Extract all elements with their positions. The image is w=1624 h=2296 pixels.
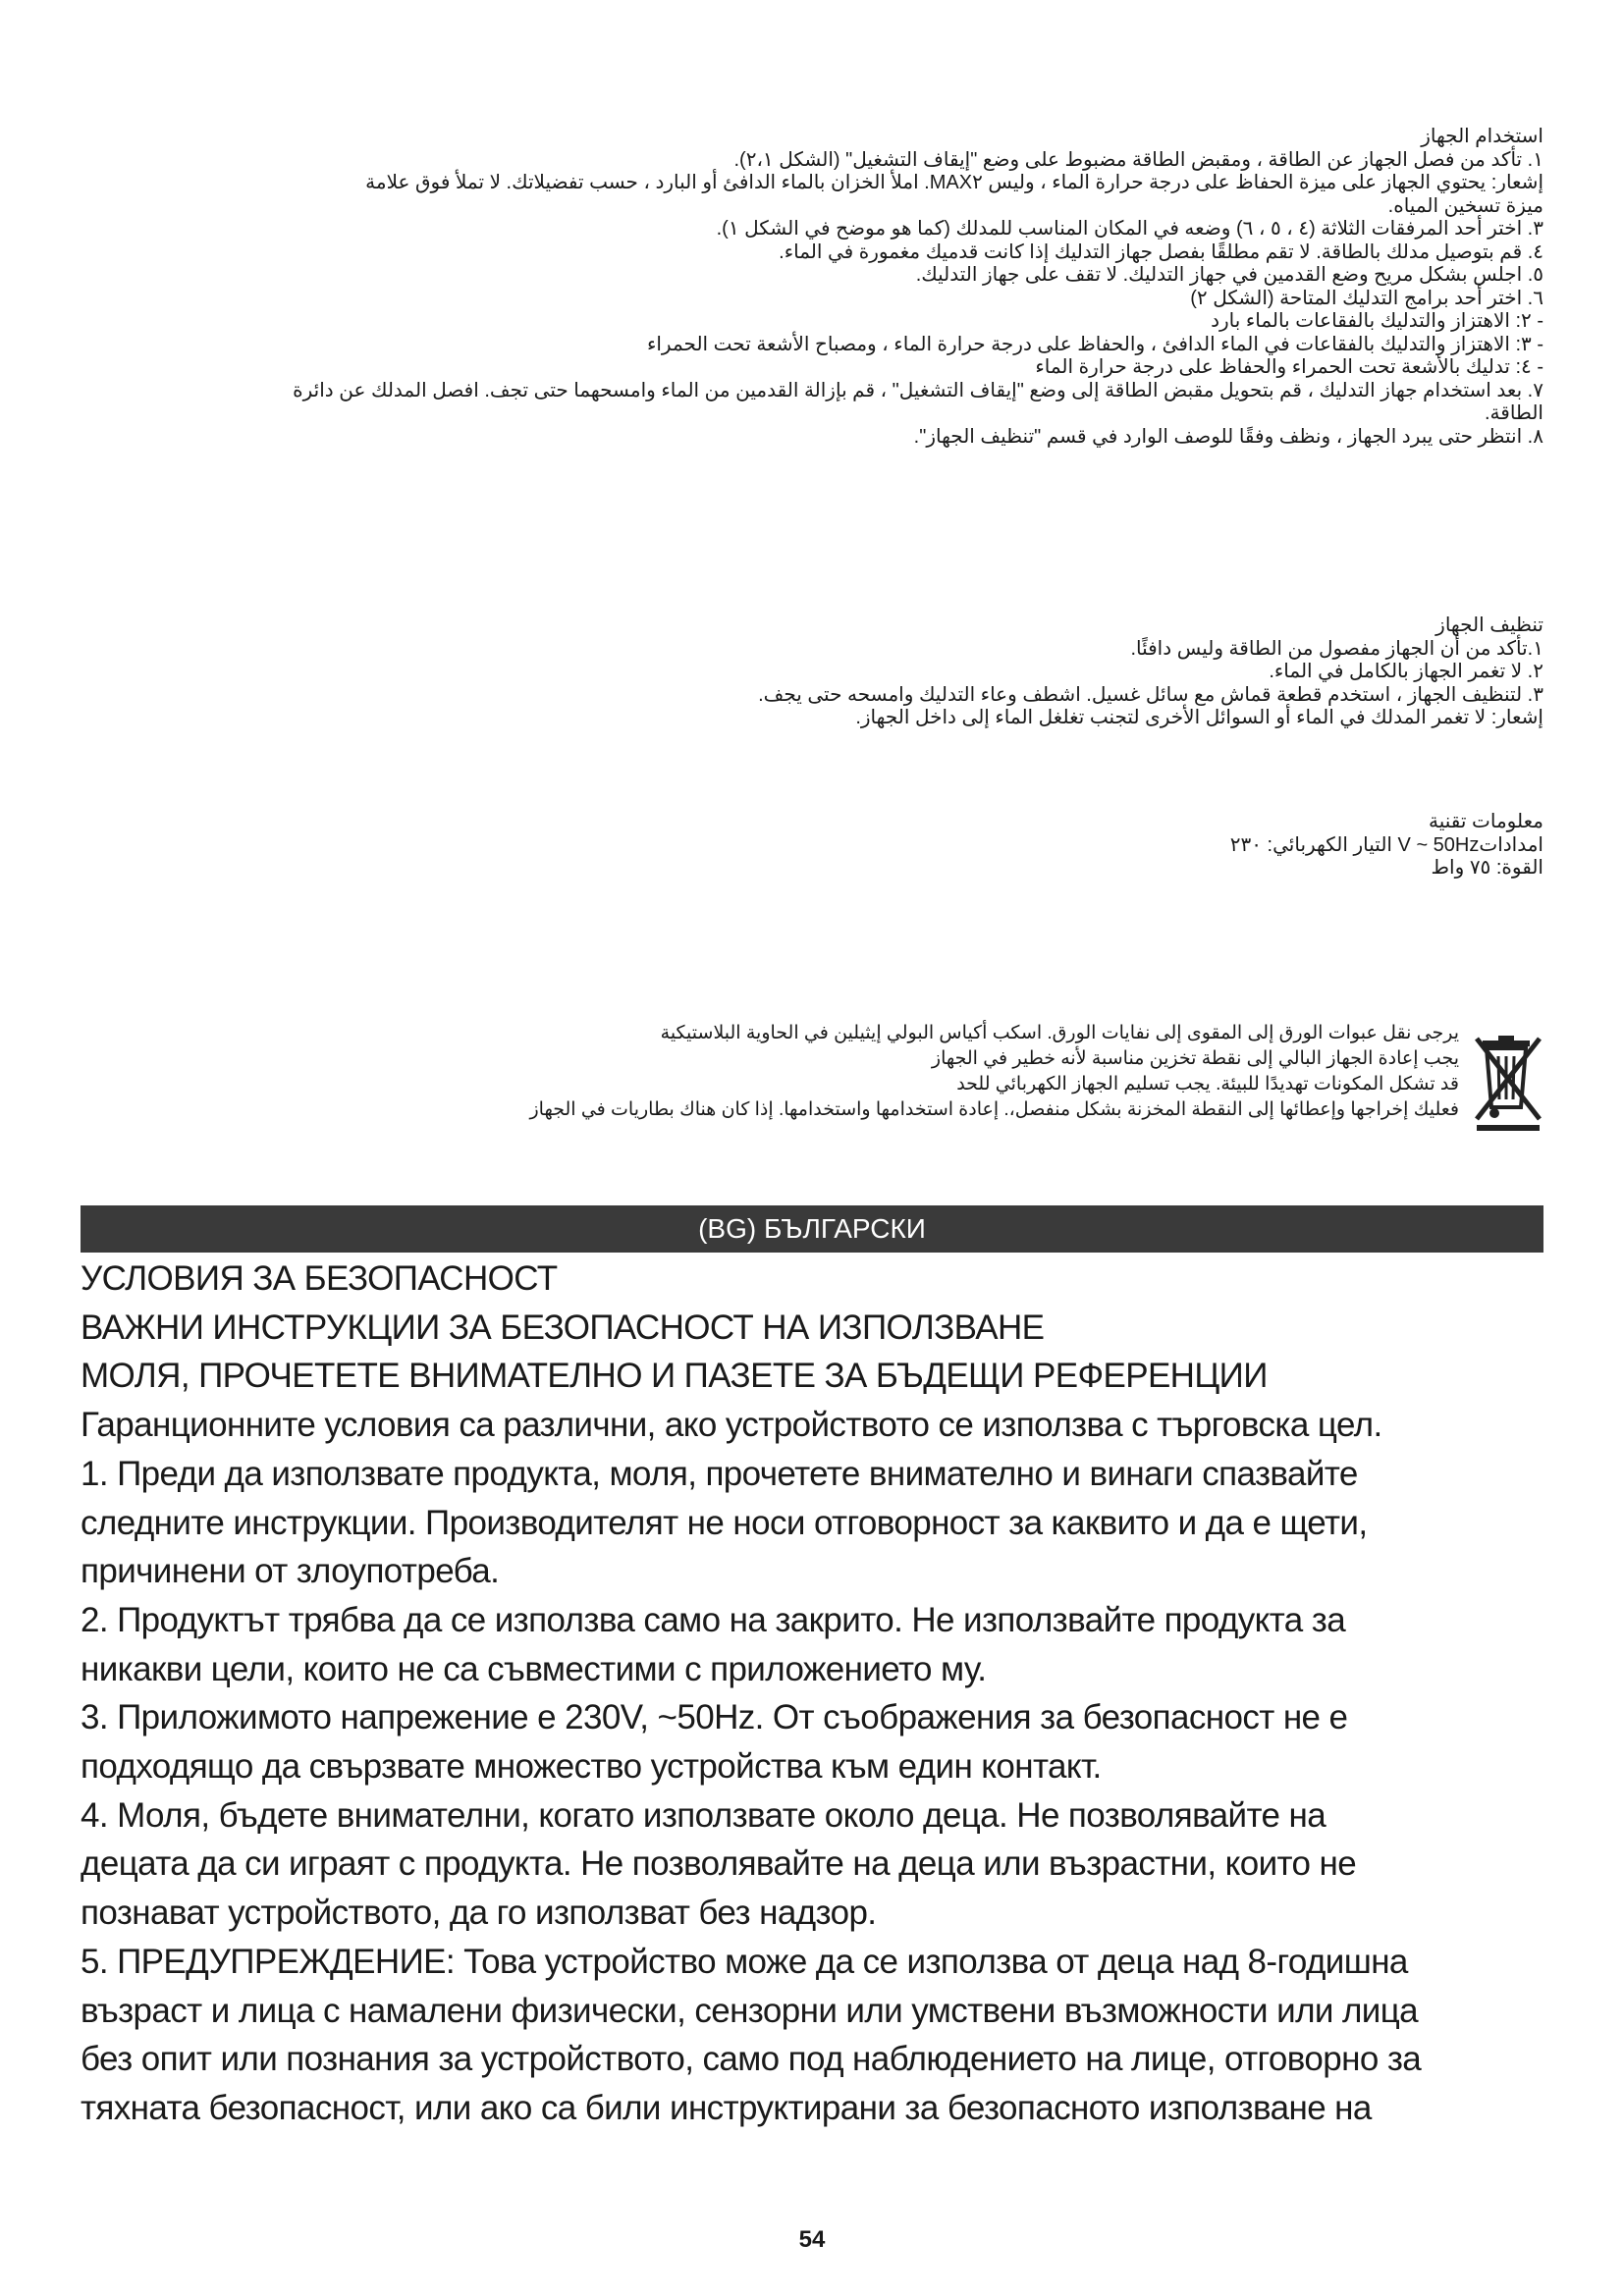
bg-line: 4. Моля, бъдете внимателни, когато използвате около деца. Не позволявайте на <box>81 1795 1326 1835</box>
safety-title: УСЛОВИЯ ЗА БЕЗОПАСНОСТ <box>81 1259 558 1298</box>
bg-line: никакви цели, които не са съвместими с приложението му. <box>81 1649 987 1688</box>
usage-line: - ٢: الاهتزاز والتدليك بالفقاعات بالماء بارد <box>1211 310 1543 332</box>
disposal-notice <box>297 1021 1543 1153</box>
safety-subtitle: ВАЖНИ ИНСТРУКЦИИ ЗА БЕЗОПАСНОСТ НА ИЗПОЛЗВАНЕ <box>81 1308 1045 1347</box>
usage-line: ٨. انتظر حتى يبرد الجهاز ، ونظف وفقًا للوصف الوارد في قسم "تنظيف الجهاز". <box>913 425 1543 448</box>
usage-line: ٥. اجلس بشكل مريح وضع القدمين في جهاز التدليك. لا تقف على جهاز التدليك. <box>915 264 1543 286</box>
bg-line: възраст и лица с намалени физически, сензорни или умствени възможности или лица <box>81 1991 1419 2030</box>
bg-line: 2. Продуктът трябва да се използва само на закрито. Не използвайте продукта за <box>81 1600 1346 1639</box>
disposal-line: يجب إعادة الجهاز البالي إلى نقطة تخزين مناسبة لأنه خطير في الجهاز <box>931 1048 1459 1069</box>
specs-power: القوة: ٧٥ واط <box>1431 857 1543 879</box>
safety-subtitle: МОЛЯ, ПРОЧЕТЕТЕ ВНИМАТЕЛНО И ПАЗЕТЕ ЗА БЪДЕЩИ РЕФЕРЕНЦИИ <box>81 1357 1268 1396</box>
bg-line: познават устройството, да го използват без надзор. <box>81 1894 877 1933</box>
bg-line: тяхната безопасност, или ако са били инструктирани за безопасното използване на <box>81 2088 1372 2127</box>
disposal-line: قد تشكل المكونات تهديدًا للبيئة. يجب تسليم الجهاز الكهربائي للحد <box>956 1074 1459 1095</box>
bg-line: причинени от злоупотреба. <box>81 1552 500 1591</box>
usage-line: إشعار: يحتوي الجهاز على ميزة الحفاظ على درجة حرارة الماء ، وليس MAX٢. املأ الخزان بالماء الدافئ أو البارد ، حسب تفضيلاتك. لا تملأ فوق علامة <box>365 172 1543 193</box>
usage-line: ٤. قم بتوصيل مدلك بالطاقة. لا تقم مطلقًا بفصل جهاز التدليك إذا كانت قدميك مغمورة في الماء. <box>779 240 1543 263</box>
crossed-out-wheelie-bin-icon <box>1473 1035 1543 1133</box>
usage-line: - ٤: تدليك بالأشعة تحت الحمراء والحفاظ على درجة حرارة الماء <box>1035 356 1543 378</box>
bg-line: 5. ПРЕДУПРЕЖДЕНИЕ: Това устройство може да се използва от деца над 8-годишна <box>81 1942 1408 1981</box>
arabic-cleaning-section <box>81 614 1543 730</box>
specs-heading: معلومات تقنية <box>1429 811 1543 832</box>
disposal-line: يرجى نقل عبوات الورق إلى المقوى إلى نفايات الورق. اسكب أكياس البولي إيثيلين في الحاوية البلاستيكية <box>660 1023 1459 1043</box>
arabic-specs-section <box>81 811 1543 881</box>
bg-line: Гаранционните условия са различни, ако устройството се използва с търговска цел. <box>81 1406 1382 1445</box>
usage-line: ٣. اختر أحد المرفقات الثلاثة (٤ ، ٥ ، ٦) وضعه في المكان المناسب للمدلك (كما هو موضح في الشكل ١). <box>716 218 1543 240</box>
usage-heading: استخدام الجهاز <box>1421 126 1543 147</box>
usage-line: - ٣: الاهتزاز والتدليك بالفقاعات في الماء الدافئ ، والحفاظ على درجة حرارة الماء ، ومصباح الأشعة تحت الحمراء <box>646 333 1543 355</box>
usage-line: ٧. بعد استخدام جهاز التدليك ، قم بتحويل مقبض الطاقة إلى وضع "إيقاف التشغيل" ، قم بإزالة القدمين من الماء وامسحهما حتى تجف. افصل المدلك عن دائرة <box>293 379 1543 401</box>
page-number: 54 <box>798 2226 826 2253</box>
cleaning-line: ٣. لتنظيف الجهاز ، استخدم قطعة قماش مع سائل غسيل. اشطف وعاء التدليك وامسحه حتى يجف. <box>758 683 1543 706</box>
bg-line: следните инструкции. Производителят не носи отговорност за каквито и да е щети, <box>81 1503 1368 1542</box>
disposal-text <box>529 1021 1459 1123</box>
usage-line: الطاقة. <box>1485 402 1543 424</box>
usage-line: ١. تأكد من فصل الجهاز عن الطاقة ، ومقبض الطاقة مضبوط على وضع "إيقاف التشغيل" (الشكل ٢،١). <box>733 148 1543 171</box>
cleaning-line: ٢. لا تغمر الجهاز بالكامل في الماء. <box>1269 661 1543 682</box>
bulgarian-section <box>81 1255 1543 2133</box>
disposal-line: فعليك إخراجها وإعطائها إلى النقطة المخزنة بشكل منفصل،. إعادة استخدامها واستخدامها. إذا كان هناك بطاريات في الجهاز <box>529 1099 1459 1120</box>
bg-line: 3. Приложимото напрежение е 230V, ~50Hz. От съображения за безопасност не е <box>81 1698 1348 1737</box>
arabic-usage-section <box>81 126 1543 449</box>
usage-line: ٦. اختر أحد برامج التدليك المتاحة (الشكل ٢) <box>1190 287 1543 309</box>
language-header-bar: (BG) БЪЛГАРСКИ <box>81 1205 1543 1253</box>
bg-line: без опит или познания за устройството, само под наблюдението на лице, отговорно за <box>81 2040 1422 2079</box>
bg-line: подходящо да свързвате множество устройства към един контакт. <box>81 1747 1102 1787</box>
cleaning-line: ١.تأكد من أن الجهاز مفصول من الطاقة وليس دافئًا. <box>1130 637 1543 660</box>
specs-voltage: امداداتV ~ 50Hz التيار الكهربائي: ٢٣٠ <box>1229 833 1543 856</box>
cleaning-heading: تنظيف الجهاز <box>1435 614 1543 636</box>
usage-line: ميزة تسخين المياه. <box>1387 194 1543 217</box>
cleaning-line: إشعار: لا تغمر المدلك في الماء أو السوائل الأخرى لتجنب تغلغل الماء إلى داخل الجهاز. <box>855 707 1543 728</box>
bg-line: децата да си играят с продукта. Не позволявайте на деца или възрастни, които не <box>81 1844 1357 1884</box>
bg-line: 1. Преди да използвате продукта, моля, прочетете внимателно и винаги спазвайте <box>81 1454 1358 1493</box>
